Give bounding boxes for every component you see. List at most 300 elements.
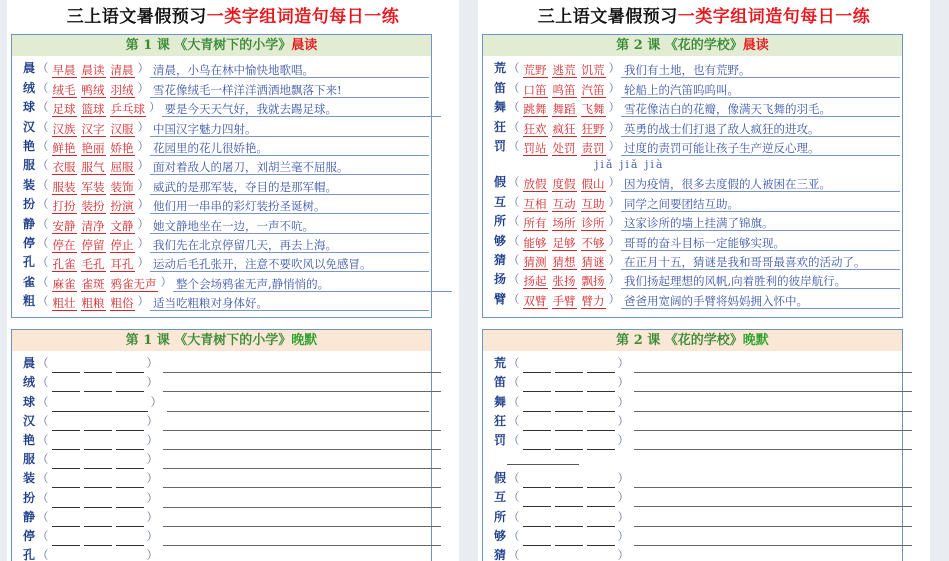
word-item: 能够: [523, 235, 547, 250]
answer-blank: [116, 418, 144, 431]
open-paren: （: [37, 119, 49, 134]
dictation-rows: [483, 351, 902, 561]
word-item: 服装: [52, 179, 76, 194]
word-item: 衣服: [52, 160, 76, 175]
answer-blank: [52, 456, 80, 469]
open-paren: （: [508, 509, 520, 524]
word-item: 跳舞: [523, 102, 547, 117]
close-paren: ）: [617, 375, 629, 390]
dictation-row: [493, 412, 902, 431]
sentence-line: [634, 514, 912, 527]
vocab-row: [493, 231, 902, 250]
card-heading: 第 1 课 《大青树下的小学》晚默: [12, 330, 431, 351]
target-character: 狂: [493, 413, 506, 428]
open-paren: （: [37, 138, 49, 153]
answer-blank: [555, 533, 583, 546]
sentence-line: [163, 514, 441, 527]
open-paren: （: [508, 80, 520, 95]
word-item: 所有: [523, 216, 547, 231]
word-item: 娇艳: [110, 140, 134, 155]
target-character: 扬: [493, 272, 506, 287]
word-item: 羽绒: [110, 82, 134, 97]
example-sentence: 她文静地坐在一边，一声不吭。: [150, 219, 429, 234]
close-paren: ）: [137, 235, 149, 250]
target-character: 艳: [22, 138, 35, 153]
target-character: 舞: [493, 394, 506, 409]
open-paren: （: [37, 255, 49, 270]
sentence-line: [167, 399, 429, 412]
word-item: 互动: [552, 196, 576, 211]
example-sentence: 这家诊所的墙上挂满了锦旗。: [621, 216, 900, 231]
answer-blank: [116, 360, 144, 373]
word-item: 打扮: [52, 199, 76, 214]
sentence-line: [163, 437, 441, 450]
target-character: 艳: [22, 432, 35, 447]
answer-blank: [555, 399, 583, 412]
evening-dictation-card: [482, 329, 903, 561]
target-character: 荒: [493, 356, 506, 371]
vocab-row: [493, 192, 902, 211]
word-item: 假山: [581, 177, 605, 192]
close-paren: ）: [608, 252, 620, 267]
answer-blank: [523, 514, 551, 527]
evening-dictation-card: [11, 329, 432, 561]
close-paren: ）: [150, 394, 162, 409]
close-paren: ）: [146, 356, 158, 371]
close-paren: ）: [617, 394, 629, 409]
answer-blank: [84, 495, 112, 508]
sentence-line: [163, 360, 441, 373]
target-character: 所: [493, 509, 506, 524]
example-sentence: 雪花像绒毛一样洋洋洒洒地飘落下来!: [150, 83, 429, 98]
word-item: 清晨: [110, 63, 134, 78]
target-character: 荒: [493, 61, 506, 76]
word-item: 粗俗: [110, 296, 134, 311]
word-item: 鸦雀无声: [110, 276, 157, 291]
open-paren: （: [508, 194, 520, 209]
close-paren: ）: [617, 528, 629, 543]
close-paren: ）: [146, 375, 158, 390]
sentence-line: [634, 475, 912, 488]
vocab-row: [22, 234, 431, 253]
word-item: 汽笛: [581, 82, 605, 97]
answer-blank: [52, 552, 80, 561]
word-item: 疯狂: [552, 121, 576, 136]
page-title: 三上语文暑假预习一类字组词造句每日一练: [537, 7, 871, 27]
vocab-row: [493, 270, 902, 289]
word-item: 荒野: [523, 63, 547, 78]
close-paren: ）: [146, 413, 158, 428]
answer-blank: [84, 456, 112, 469]
answer-blank: [84, 475, 112, 488]
word-item: 文静: [110, 218, 134, 233]
vocab-row: [22, 292, 431, 311]
answer-blank: [587, 514, 615, 527]
open-paren: （: [37, 80, 49, 95]
close-paren: ）: [137, 138, 149, 153]
word-item: 军装: [81, 179, 105, 194]
close-paren: ）: [608, 272, 620, 287]
open-paren: （: [508, 375, 520, 390]
close-paren: ）: [137, 158, 149, 173]
close-paren: ）: [146, 471, 158, 486]
example-sentence: 在正月十五，猜谜是我和哥哥最喜欢的活动了。: [621, 255, 900, 270]
word-item: 停止: [110, 237, 134, 252]
close-paren: ）: [608, 119, 620, 134]
answer-blank: [555, 379, 583, 392]
example-sentence: 轮船上的汽笛呜呜叫。: [621, 83, 900, 98]
example-sentence: 他们用一串串的彩灯装扮圣诞树。: [150, 199, 429, 214]
answer-blank: [52, 418, 80, 431]
sentence-line: [634, 533, 912, 546]
answer-blank: [52, 379, 80, 392]
answer-blank: [116, 456, 144, 469]
word-item: 猜谜: [581, 254, 605, 269]
target-character: 停: [22, 528, 35, 543]
open-paren: （: [508, 252, 520, 267]
close-paren: ）: [617, 490, 629, 505]
answer-blank: [52, 514, 80, 527]
vocab-row: [493, 212, 902, 231]
word-item: 装扮: [81, 199, 105, 214]
word-item: 停在: [52, 237, 76, 252]
vocab-row: [22, 253, 431, 272]
worksheet-page-lesson-2: [478, 0, 930, 561]
vocab-row: [22, 195, 431, 214]
answer-blank: [587, 552, 615, 561]
target-character: 互: [493, 194, 506, 209]
answer-blank: [523, 475, 551, 488]
dictation-row: [22, 431, 431, 450]
target-character: 晨: [22, 356, 35, 371]
card-heading: 第 2 课 《花的学校》晨读: [483, 35, 902, 56]
open-paren: （: [508, 432, 520, 447]
target-character: 狂: [493, 119, 506, 134]
dictation-row: [493, 392, 902, 411]
close-paren: ）: [146, 528, 158, 543]
card-heading: 第 1 课 《大青树下的小学》晨读: [12, 35, 431, 56]
word-item: 晨读: [81, 63, 105, 78]
dictation-row: [22, 469, 431, 488]
answer-blank: [84, 418, 112, 431]
sentence-line: [163, 379, 441, 392]
word-item: 早晨: [52, 63, 76, 78]
open-paren: （: [37, 274, 49, 289]
word-item: 处罚: [552, 140, 576, 155]
answer-blank: [116, 437, 144, 450]
open-paren: （: [37, 509, 49, 524]
pinyin-blank-row: [493, 450, 902, 469]
target-character: 舞: [493, 100, 506, 115]
word-item: 毛孔: [81, 257, 105, 272]
answer-blank: [52, 360, 80, 373]
word-item: 诊所: [581, 216, 605, 231]
word-item: 飞舞: [581, 102, 605, 117]
vocab-rows: [483, 56, 902, 309]
open-paren: （: [508, 138, 520, 153]
close-paren: ）: [608, 194, 620, 209]
close-paren: ）: [617, 471, 629, 486]
target-character: 猜: [493, 547, 506, 561]
example-sentence: 整个会场鸦雀无声,静悄悄的。: [173, 277, 452, 292]
target-character: 球: [22, 100, 35, 115]
word-item: 扬起: [523, 274, 547, 289]
vocab-row: [493, 59, 902, 78]
close-paren: ）: [137, 80, 149, 95]
worksheet-page-lesson-1: [7, 0, 459, 561]
vocab-row: [22, 175, 431, 194]
close-paren: ）: [137, 119, 149, 134]
example-sentence: 我们扬起理想的风帆,向着胜利的彼岸航行。: [621, 274, 900, 289]
target-character: 静: [22, 216, 35, 231]
target-character: 服: [22, 158, 35, 173]
word-item: 足球: [52, 102, 76, 117]
close-paren: ）: [146, 452, 158, 467]
target-character: 绒: [22, 375, 35, 390]
example-sentence: 适当吃粗粮对身体好。: [150, 296, 429, 311]
dictation-row: [22, 392, 431, 411]
word-item: 张扬: [552, 274, 576, 289]
answer-blank: [523, 418, 551, 431]
target-character: 笛: [493, 80, 506, 95]
open-paren: （: [37, 356, 49, 371]
dictation-rows: [12, 351, 431, 561]
close-paren: ）: [617, 356, 629, 371]
example-sentence: 雪花像洁白的花瓣，像满天飞舞的羽毛。: [621, 102, 900, 117]
word-item: 互相: [523, 196, 547, 211]
vocab-row: [493, 251, 902, 270]
open-paren: （: [37, 490, 49, 505]
target-character: 臂: [493, 291, 506, 306]
vocab-row: [493, 289, 902, 308]
target-character: 晨: [22, 61, 35, 76]
example-sentence: 清晨，小鸟在林中愉快地歌唱。: [150, 63, 429, 78]
word-item: 汉字: [81, 121, 105, 136]
open-paren: （: [37, 471, 49, 486]
word-item: 罚站: [523, 140, 547, 155]
close-paren: ）: [146, 509, 158, 524]
close-paren: ）: [608, 175, 620, 190]
answer-blank: [523, 399, 551, 412]
dictation-row: [493, 546, 902, 561]
open-paren: （: [37, 158, 49, 173]
open-paren: （: [37, 394, 49, 409]
open-paren: （: [508, 61, 520, 76]
pinyin-blank: [507, 464, 579, 465]
word-item: 飘扬: [581, 274, 605, 289]
target-character: 猜: [493, 252, 506, 267]
word-item: 度假: [552, 177, 576, 192]
target-character: 够: [493, 233, 506, 248]
word-item: 雀斑: [81, 276, 105, 291]
vocab-row: [493, 98, 902, 117]
close-paren: ）: [137, 177, 149, 192]
answer-blank: [587, 437, 615, 450]
answer-blank: [116, 475, 144, 488]
target-character: 够: [493, 528, 506, 543]
target-character: 笛: [493, 375, 506, 390]
target-character: 扮: [22, 490, 35, 505]
open-paren: （: [508, 291, 520, 306]
word-item: 舞蹈: [552, 102, 576, 117]
target-character: 孔: [22, 255, 35, 270]
sentence-line: [634, 360, 912, 373]
answer-blank: [587, 533, 615, 546]
answer-blank: [523, 437, 551, 450]
word-item: 逃荒: [552, 63, 576, 78]
open-paren: （: [508, 356, 520, 371]
answer-blank: [52, 399, 148, 412]
open-paren: （: [37, 432, 49, 447]
open-paren: （: [508, 490, 520, 505]
page-title: 三上语文暑假预习一类字组词造句每日一练: [66, 7, 400, 27]
sentence-line: [163, 456, 441, 469]
sentence-line: [634, 437, 912, 450]
open-paren: （: [508, 233, 520, 248]
target-character: 假: [493, 471, 506, 486]
close-paren: ）: [617, 413, 629, 428]
open-paren: （: [37, 452, 49, 467]
open-paren: （: [508, 547, 520, 561]
close-paren: ）: [146, 548, 158, 561]
dictation-row: [22, 508, 431, 527]
answer-blank: [587, 399, 615, 412]
close-paren: ）: [146, 490, 158, 505]
word-item: 放假: [523, 177, 547, 192]
open-paren: （: [508, 272, 520, 287]
sentence-line: [634, 494, 912, 507]
target-character: 孔: [22, 548, 35, 561]
open-paren: （: [508, 528, 520, 543]
answer-blank: [523, 533, 551, 546]
target-character: 球: [22, 394, 35, 409]
open-paren: （: [508, 100, 520, 115]
answer-blank: [84, 533, 112, 546]
answer-blank: [555, 494, 583, 507]
close-paren: ）: [160, 274, 172, 289]
example-sentence: 我们先在北京停留几天，再去上海。: [150, 238, 429, 253]
word-item: 清净: [81, 218, 105, 233]
close-paren: ）: [149, 100, 161, 115]
dictation-row: [22, 450, 431, 469]
morning-reading-card: [11, 34, 432, 318]
dictation-row: [22, 354, 431, 373]
answer-blank: [52, 437, 80, 450]
open-paren: （: [37, 375, 49, 390]
target-character: 装: [22, 177, 35, 192]
vocab-row: [22, 156, 431, 175]
dictation-row: [22, 412, 431, 431]
target-character: 服: [22, 452, 35, 467]
word-item: 扮演: [110, 199, 134, 214]
word-item: 绒毛: [52, 82, 76, 97]
word-item: 口笛: [523, 82, 547, 97]
answer-blank: [116, 495, 144, 508]
word-item: 猜想: [552, 254, 576, 269]
target-character: 雀: [22, 274, 35, 289]
word-item: 不够: [581, 235, 605, 250]
open-paren: （: [37, 548, 49, 561]
dictation-row: [22, 488, 431, 507]
answer-blank: [52, 533, 80, 546]
answer-blank: [84, 437, 112, 450]
open-paren: （: [37, 294, 49, 309]
word-item: 双臂: [523, 293, 547, 308]
word-item: 臂力: [581, 293, 605, 308]
target-character: 所: [493, 214, 506, 229]
example-sentence: 中国汉字魅力四射。: [150, 122, 429, 137]
example-sentence: 同学之间要团结互助。: [621, 197, 900, 212]
answer-blank: [523, 552, 551, 561]
sentence-line: [163, 495, 441, 508]
open-paren: （: [508, 119, 520, 134]
open-paren: （: [508, 214, 520, 229]
open-paren: （: [37, 197, 49, 212]
target-character: 汉: [22, 119, 35, 134]
word-item: 场所: [552, 216, 576, 231]
word-item: 装饰: [110, 179, 134, 194]
vocab-row: [493, 78, 902, 97]
answer-blank: [555, 514, 583, 527]
open-paren: （: [508, 471, 520, 486]
example-sentence: 因为疫情，很多去度假的人被困在三亚。: [621, 177, 900, 192]
word-item: 粗壮: [52, 296, 76, 311]
close-paren: ）: [137, 294, 149, 309]
word-item: 狂欢: [523, 121, 547, 136]
example-sentence: 英勇的战士们打退了敌人疯狂的进攻。: [621, 122, 900, 137]
sentence-line: [634, 379, 912, 392]
open-paren: （: [37, 177, 49, 192]
answer-blank: [555, 360, 583, 373]
example-sentence: 我们有土地，也有荒野。: [621, 63, 900, 78]
answer-blank: [116, 552, 144, 561]
dictation-row: [493, 527, 902, 546]
vocab-row: [22, 78, 431, 97]
close-paren: ）: [608, 138, 620, 153]
vocab-row: [22, 59, 431, 78]
target-character: 汉: [22, 413, 35, 428]
target-character: 粗: [22, 294, 35, 309]
target-character: 扮: [22, 197, 35, 212]
answer-blank: [84, 552, 112, 561]
dictation-row: [493, 354, 902, 373]
dictation-row: [493, 469, 902, 488]
target-character: 绒: [22, 80, 35, 95]
answer-blank: [555, 552, 583, 561]
vocab-row: [493, 173, 902, 192]
answer-blank: [523, 494, 551, 507]
sentence-line: [163, 533, 441, 546]
word-item: 手臂: [552, 293, 576, 308]
sentence-line: [634, 552, 912, 561]
vocab-row: [493, 117, 902, 136]
open-paren: （: [37, 235, 49, 250]
answer-blank: [52, 495, 80, 508]
dictation-row: [493, 507, 902, 526]
answer-blank: [587, 360, 615, 373]
close-paren: ）: [608, 80, 620, 95]
answer-blank: [116, 533, 144, 546]
target-character: 静: [22, 509, 35, 524]
word-item: 饥荒: [581, 63, 605, 78]
example-sentence: 威武的是那军装，夺目的是那军帽。: [150, 180, 429, 195]
vocab-row: [22, 98, 431, 117]
open-paren: （: [508, 175, 520, 190]
answer-blank: [84, 514, 112, 527]
answer-blank: [84, 360, 112, 373]
close-paren: ）: [608, 100, 620, 115]
close-paren: ）: [137, 197, 149, 212]
